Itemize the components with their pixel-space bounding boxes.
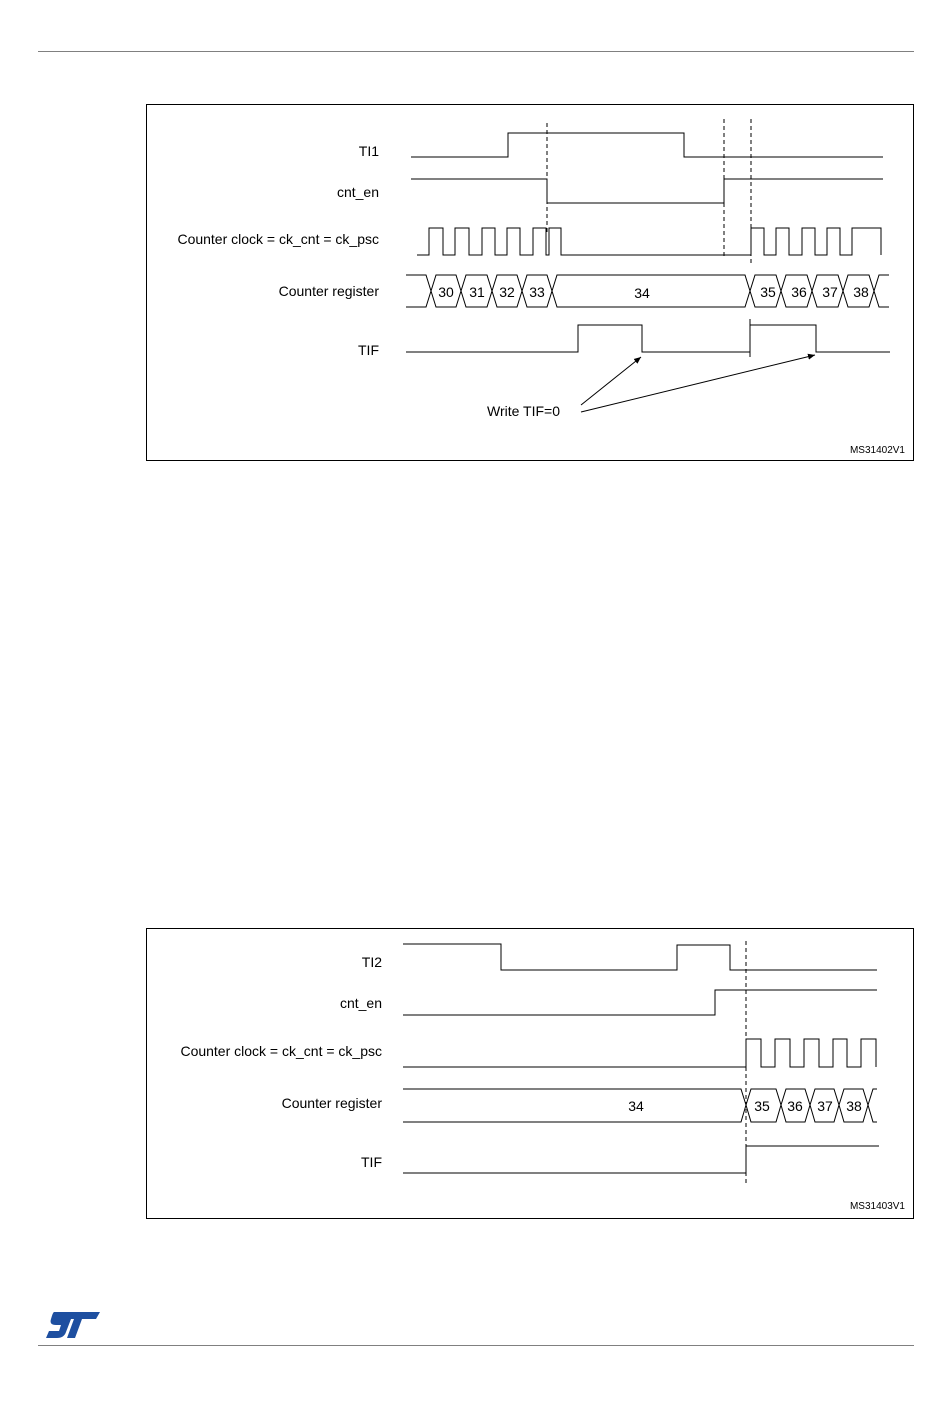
footer-rule: [38, 1345, 914, 1346]
counter-value: 34: [628, 1098, 644, 1114]
timing-diagram-2: [146, 928, 914, 1219]
counter-value: 37: [817, 1098, 833, 1114]
counter-value: 36: [791, 284, 807, 300]
counter-value: 30: [438, 284, 454, 300]
annotation-arrow: [581, 355, 815, 412]
timing-diagram-1: [146, 104, 914, 461]
signal-label-clock: Counter clock = ck_cnt = ck_psc: [177, 231, 379, 247]
counter-value: 37: [822, 284, 838, 300]
counter-value: 32: [499, 284, 515, 300]
cnt-en-waveform: [403, 990, 877, 1015]
header-rule: [38, 51, 914, 52]
counter-value: 38: [846, 1098, 862, 1114]
tif-waveform: [403, 1146, 879, 1173]
figure-id: MS31402V1: [849, 445, 905, 456]
counter-value: 33: [529, 284, 545, 300]
signal-label-counter: Counter register: [281, 1095, 382, 1111]
ti-waveform: [411, 133, 883, 157]
clock-waveform: [403, 1039, 876, 1067]
clock-waveform: [417, 228, 881, 255]
signal-label-ti: TI1: [358, 143, 379, 159]
counter-value: 31: [469, 284, 485, 300]
signal-label-clock: Counter clock = ck_cnt = ck_psc: [180, 1043, 382, 1059]
tif-waveform: [406, 325, 890, 352]
signal-label-counter: Counter register: [278, 283, 379, 299]
signal-label-cnt-en: cnt_en: [336, 184, 379, 200]
signal-label-ti: TI2: [361, 954, 382, 970]
counter-value: 36: [787, 1098, 803, 1114]
annotation-arrow: [581, 357, 641, 405]
annotation-label: Write TIF=0: [487, 403, 561, 419]
figure-id: MS31403V1: [849, 1201, 905, 1212]
signal-label-tif: TIF: [361, 1154, 382, 1170]
cnt-en-waveform: [411, 179, 883, 203]
counter-value: 34: [634, 285, 650, 301]
signal-label-tif: TIF: [358, 342, 379, 358]
counter-value: 35: [760, 284, 776, 300]
ti-waveform: [403, 944, 877, 970]
signal-label-cnt-en: cnt_en: [339, 995, 382, 1011]
counter-value: 38: [853, 284, 869, 300]
counter-value: 35: [754, 1098, 770, 1114]
st-logo-icon: [44, 1310, 102, 1340]
